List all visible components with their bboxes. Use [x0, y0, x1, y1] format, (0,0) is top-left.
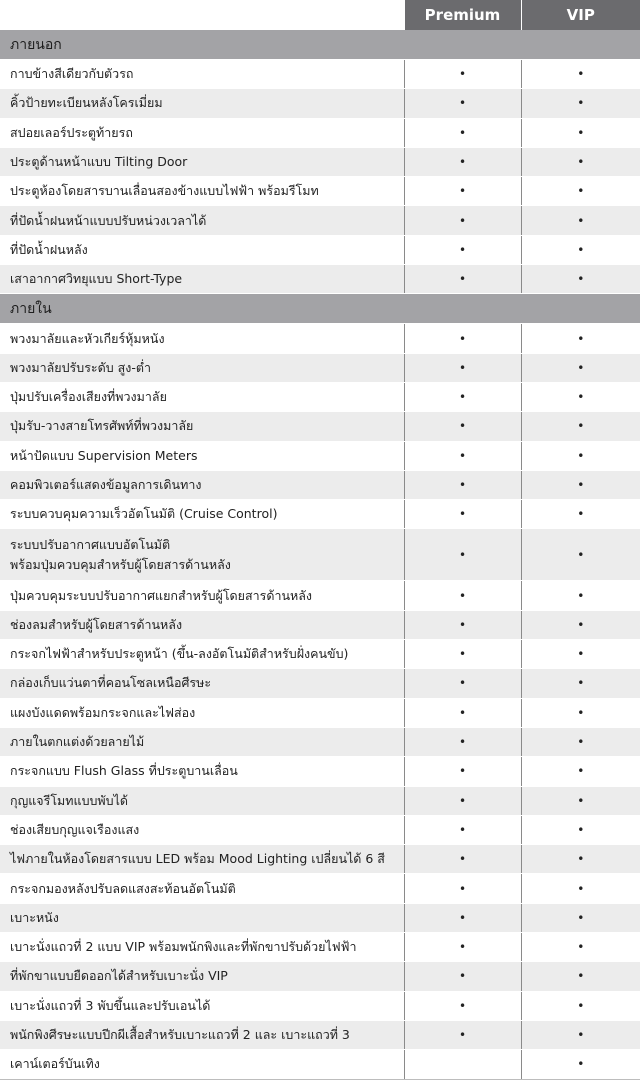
vip-cell: [521, 206, 640, 235]
vip-cell: [521, 1050, 640, 1079]
premium-availability-mark: •: [458, 507, 467, 522]
premium-availability-mark: •: [458, 242, 467, 257]
feature-label: ปุ่มควบคุมระบบปรับอากาศแยกสำหรับผู้โดยสารด้านหลัง: [10, 587, 313, 603]
premium-cell: [404, 412, 521, 441]
premium-cell: [404, 206, 521, 235]
premium-cell: [404, 962, 521, 991]
vip-cell: [521, 727, 640, 756]
vip-availability-mark: •: [577, 735, 585, 750]
feature-cell: [0, 786, 404, 815]
vip-availability-mark: •: [577, 676, 585, 691]
feature-label: ที่ปัดน้ำฝนหลัง: [10, 241, 88, 257]
premium-cell: [404, 933, 521, 962]
premium-availability-mark: •: [458, 764, 467, 779]
vip-cell: [521, 933, 640, 962]
table-row: [0, 815, 640, 844]
section-title: ภายนอก: [0, 30, 640, 60]
premium-availability-mark: •: [458, 647, 467, 662]
vip-cell: [521, 500, 640, 529]
table-row: [0, 382, 640, 411]
premium-availability-mark: •: [458, 617, 467, 632]
table-row: [0, 529, 640, 581]
table-row: [0, 669, 640, 698]
vip-cell: [521, 118, 640, 147]
premium-cell: [404, 235, 521, 264]
table-row: [0, 89, 640, 118]
feature-cell: [0, 529, 404, 581]
table-row: [0, 874, 640, 903]
vip-availability-mark: •: [577, 822, 585, 837]
premium-cell: [404, 874, 521, 903]
premium-cell: [404, 441, 521, 470]
premium-cell: [404, 265, 521, 294]
feature-label: พวงมาลัยและหัวเกียร์หุ้มหนัง: [10, 330, 165, 346]
premium-cell: [404, 118, 521, 147]
premium-availability-mark: •: [458, 676, 467, 691]
table-row: [0, 206, 640, 235]
vip-availability-mark: •: [577, 910, 585, 925]
vip-cell: [521, 235, 640, 264]
vip-cell: [521, 1020, 640, 1049]
vip-availability-mark: •: [577, 881, 585, 896]
section-title: ภายใน: [0, 294, 640, 324]
vip-cell: [521, 991, 640, 1020]
feature-cell: [0, 1020, 404, 1049]
table-row: [0, 353, 640, 382]
feature-cell: [0, 500, 404, 529]
vip-availability-mark: •: [577, 588, 585, 603]
feature-cell: [0, 698, 404, 727]
premium-availability-mark: •: [458, 705, 467, 720]
feature-cell: [0, 903, 404, 932]
premium-availability-mark: •: [458, 588, 467, 603]
vip-availability-mark: •: [577, 764, 585, 779]
vip-availability-mark: •: [577, 647, 585, 662]
table-row: [0, 1050, 640, 1079]
table-row: [0, 581, 640, 610]
feature-label: คิ้วป้ายทะเบียนหลังโครเมี่ยม: [10, 95, 163, 111]
feature-label: หน้าปัดแบบ Supervision Meters: [10, 447, 198, 463]
premium-cell: [404, 815, 521, 844]
vip-availability-mark: •: [577, 242, 585, 257]
premium-cell: [404, 1050, 521, 1079]
premium-cell: [404, 353, 521, 382]
feature-label: ช่องเสียบกุญแจเรืองแสง: [10, 821, 140, 837]
vip-cell: [521, 177, 640, 206]
vip-cell: [521, 353, 640, 382]
premium-cell: [404, 845, 521, 874]
table-row: [0, 845, 640, 874]
vip-availability-mark: •: [577, 125, 585, 140]
header-row: [0, 0, 640, 30]
feature-cell: [0, 757, 404, 786]
feature-cell: [0, 962, 404, 991]
feature-cell: [0, 206, 404, 235]
vip-availability-mark: •: [577, 155, 585, 170]
feature-label: เบาะนั่งแถวที่ 2 แบบ VIP พร้อมพนักพิงและที่พักขาปรับด้วยไฟฟ้า: [10, 939, 357, 955]
vip-availability-mark: •: [577, 1028, 585, 1043]
table-row: [0, 118, 640, 147]
feature-label: กล่องเก็บแว่นตาที่คอนโซลเหนือศีรษะ: [10, 675, 212, 691]
vip-availability-mark: •: [577, 547, 585, 562]
feature-label: ไฟภายในห้องโดยสารแบบ LED พร้อม Mood Lighting เปลี่ยนได้ 6 สี: [10, 851, 385, 867]
feature-cell: [0, 412, 404, 441]
premium-availability-mark: •: [458, 793, 467, 808]
feature-label: กระจกมองหลังปรับลดแสงสะท้อนอัตโนมัติ: [10, 880, 236, 896]
feature-cell: [0, 89, 404, 118]
table-row: [0, 903, 640, 932]
feature-label: ที่ปัดน้ำฝนหน้าแบบปรับหน่วงเวลาได้: [10, 212, 207, 228]
feature-label: เบาะหนัง: [10, 909, 59, 925]
premium-availability-mark: •: [458, 448, 467, 463]
premium-availability-mark: •: [458, 478, 467, 492]
premium-availability-mark: •: [458, 184, 467, 199]
premium-availability-mark: •: [458, 852, 467, 867]
table-row: [0, 60, 640, 89]
vip-availability-mark: •: [577, 360, 585, 375]
vip-cell: [521, 786, 640, 815]
vip-availability-mark: •: [577, 998, 585, 1013]
table-row: [0, 933, 640, 962]
vip-cell: [521, 60, 640, 89]
feature-cell: [0, 933, 404, 962]
table-row: [0, 235, 640, 264]
feature-cell: [0, 991, 404, 1020]
vip-cell: [521, 610, 640, 639]
vip-availability-mark: •: [577, 852, 585, 867]
feature-label: ที่พักขาแบบยืดออกได้สำหรับเบาะนั่ง VIP: [10, 968, 228, 984]
premium-cell: [404, 382, 521, 411]
feature-label: กาบข้างสีเดียวกับตัวรถ: [10, 66, 134, 82]
feature-cell: [0, 177, 404, 206]
feature-cell: [0, 640, 404, 669]
feature-cell: [0, 324, 404, 353]
feature-label: ประตูห้องโดยสารบานเลื่อนสองข้างแบบไฟฟ้า พร้อมรีโมท: [10, 183, 319, 199]
table-row: [0, 177, 640, 206]
vip-cell: [521, 640, 640, 669]
feature-cell: [0, 118, 404, 147]
premium-cell: [404, 89, 521, 118]
table-row: [0, 991, 640, 1020]
premium-availability-mark: •: [458, 940, 467, 955]
vip-cell: [521, 903, 640, 932]
table-row: [0, 1020, 640, 1049]
feature-label-line2: พร้อมปุ่มควบคุมสำหรับผู้โดยสารด้านหลัง: [10, 556, 231, 572]
premium-availability-mark: •: [458, 213, 467, 228]
feature-cell: [0, 235, 404, 264]
vip-cell: [521, 265, 640, 294]
vip-availability-mark: •: [577, 448, 585, 463]
feature-label: คอมพิวเตอร์แสดงข้อมูลการเดินทาง: [10, 477, 202, 492]
vip-availability-mark: •: [577, 1057, 585, 1072]
feature-label: กุญแจรีโมทแบบพับได้: [10, 792, 129, 808]
table-row: [0, 412, 640, 441]
col-header-premium: Premium: [404, 0, 521, 30]
table-row: [0, 470, 640, 499]
col-header-vip: VIP: [521, 0, 640, 30]
vip-availability-mark: •: [577, 507, 585, 522]
vip-cell: [521, 382, 640, 411]
table-row: [0, 786, 640, 815]
vip-availability-mark: •: [577, 478, 585, 492]
vip-availability-mark: •: [577, 390, 585, 405]
premium-availability-mark: •: [458, 969, 467, 984]
table-row: [0, 727, 640, 756]
feature-cell: [0, 441, 404, 470]
premium-availability-mark: •: [458, 96, 467, 111]
feature-cell: [0, 610, 404, 639]
vip-availability-mark: •: [577, 617, 585, 632]
vip-availability-mark: •: [577, 272, 585, 287]
feature-cell: [0, 815, 404, 844]
feature-cell: [0, 1050, 404, 1079]
feature-label: ระบบควบคุมความเร็วอัตโนมัติ (Cruise Control): [10, 506, 278, 522]
premium-availability-mark: •: [458, 881, 467, 896]
vip-availability-mark: •: [577, 940, 585, 955]
premium-cell: [404, 991, 521, 1020]
feature-label: สปอยเลอร์ประตูท้ายรถ: [10, 124, 133, 140]
feature-cell: [0, 382, 404, 411]
premium-availability-mark: •: [458, 910, 467, 925]
premium-cell: [404, 147, 521, 176]
premium-cell: [404, 581, 521, 610]
vip-cell: [521, 529, 640, 581]
table-row: [0, 265, 640, 294]
vip-availability-mark: •: [577, 419, 585, 434]
section-header-row: [0, 294, 640, 324]
feature-label: เบาะนั่งแถวที่ 3 พับขึ้นและปรับเอนได้: [10, 997, 211, 1013]
feature-label: ช่องลมสำหรับผู้โดยสารด้านหลัง: [10, 616, 183, 632]
premium-availability-mark: •: [458, 272, 467, 287]
premium-cell: [404, 903, 521, 932]
feature-label: ระบบปรับอากาศแบบอัตโนมัติ: [10, 536, 171, 552]
feature-cell: [0, 470, 404, 499]
vip-availability-mark: •: [577, 969, 585, 984]
feature-cell: [0, 669, 404, 698]
premium-cell: [404, 727, 521, 756]
vip-cell: [521, 815, 640, 844]
vip-cell: [521, 324, 640, 353]
premium-cell: [404, 470, 521, 499]
vip-availability-mark: •: [577, 331, 585, 346]
vip-availability-mark: •: [577, 793, 585, 808]
vip-availability-mark: •: [577, 96, 585, 111]
feature-cell: [0, 727, 404, 756]
feature-label: พวงมาลัยปรับระดับ สูง-ต่ำ: [10, 359, 152, 375]
premium-cell: [404, 610, 521, 639]
feature-cell: [0, 874, 404, 903]
feature-cell: [0, 353, 404, 382]
vip-cell: [521, 470, 640, 499]
vip-cell: [521, 962, 640, 991]
premium-cell: [404, 1020, 521, 1049]
premium-availability-mark: •: [458, 1028, 467, 1043]
vip-cell: [521, 412, 640, 441]
vip-cell: [521, 441, 640, 470]
table-row: [0, 757, 640, 786]
premium-availability-mark: •: [458, 390, 467, 405]
table-row: [0, 500, 640, 529]
table-row: [0, 610, 640, 639]
premium-availability-mark: •: [458, 331, 467, 346]
vip-availability-mark: •: [577, 705, 585, 720]
premium-availability-mark: •: [458, 67, 467, 82]
feature-label: เสาอากาศวิทยุแบบ Short-Type: [10, 271, 183, 287]
feature-label: ปุ่มรับ-วางสายโทรศัพท์ที่พวงมาลัย: [10, 418, 194, 434]
premium-cell: [404, 177, 521, 206]
vip-cell: [521, 874, 640, 903]
feature-cell: [0, 845, 404, 874]
feature-label: พนักพิงศีรษะแบบปีกผีเสื้อสำหรับเบาะแถวที่ 2 และ เบาะแถวที่ 3: [10, 1027, 350, 1043]
vip-cell: [521, 89, 640, 118]
feature-cell: [0, 147, 404, 176]
feature-label: ปุ่มปรับเครื่องเสียงที่พวงมาลัย: [10, 389, 167, 405]
premium-availability-mark: •: [458, 998, 467, 1013]
table-row: [0, 441, 640, 470]
premium-cell: [404, 324, 521, 353]
feature-label: เคาน์เตอร์บันเทิง: [10, 1056, 100, 1072]
table-row: [0, 324, 640, 353]
table-row: [0, 640, 640, 669]
vip-availability-mark: •: [577, 67, 585, 82]
premium-availability-mark: •: [458, 735, 467, 750]
premium-availability-mark: •: [458, 155, 467, 170]
premium-cell: [404, 786, 521, 815]
premium-cell: [404, 529, 521, 581]
feature-label: กระจกแบบ Flush Glass ที่ประตูบานเลื่อน: [10, 763, 238, 779]
table-row: [0, 147, 640, 176]
feature-label: กระจกไฟฟ้าสำหรับประตูหน้า (ขึ้น-ลงอัตโนมัติสำหรับฝั่งคนขับ): [10, 646, 349, 662]
vip-cell: [521, 845, 640, 874]
vip-cell: [521, 669, 640, 698]
premium-availability-mark: •: [458, 547, 467, 562]
table-row: [0, 962, 640, 991]
feature-label: ประตูด้านหน้าแบบ Tilting Door: [10, 154, 188, 170]
premium-availability-mark: •: [458, 822, 467, 837]
premium-cell: [404, 640, 521, 669]
vip-cell: [521, 147, 640, 176]
vip-cell: [521, 757, 640, 786]
premium-cell: [404, 757, 521, 786]
premium-availability-mark: •: [458, 419, 467, 434]
premium-cell: [404, 669, 521, 698]
header-blank-cell: [0, 0, 404, 30]
premium-cell: [404, 698, 521, 727]
feature-cell: [0, 60, 404, 89]
premium-cell: [404, 500, 521, 529]
premium-availability-mark: •: [458, 125, 467, 140]
vip-cell: [521, 698, 640, 727]
vip-availability-mark: •: [577, 213, 585, 228]
feature-cell: [0, 265, 404, 294]
feature-cell: [0, 581, 404, 610]
feature-label: แผงบังแดดพร้อมกระจกและไฟส่อง: [10, 704, 196, 720]
section-header-row: [0, 30, 640, 60]
vip-cell: [521, 581, 640, 610]
vip-availability-mark: •: [577, 184, 585, 199]
table-row: [0, 698, 640, 727]
premium-availability-mark: •: [458, 360, 467, 375]
feature-label: ภายในตกแต่งด้วยลายไม้: [10, 734, 145, 750]
premium-cell: [404, 60, 521, 89]
